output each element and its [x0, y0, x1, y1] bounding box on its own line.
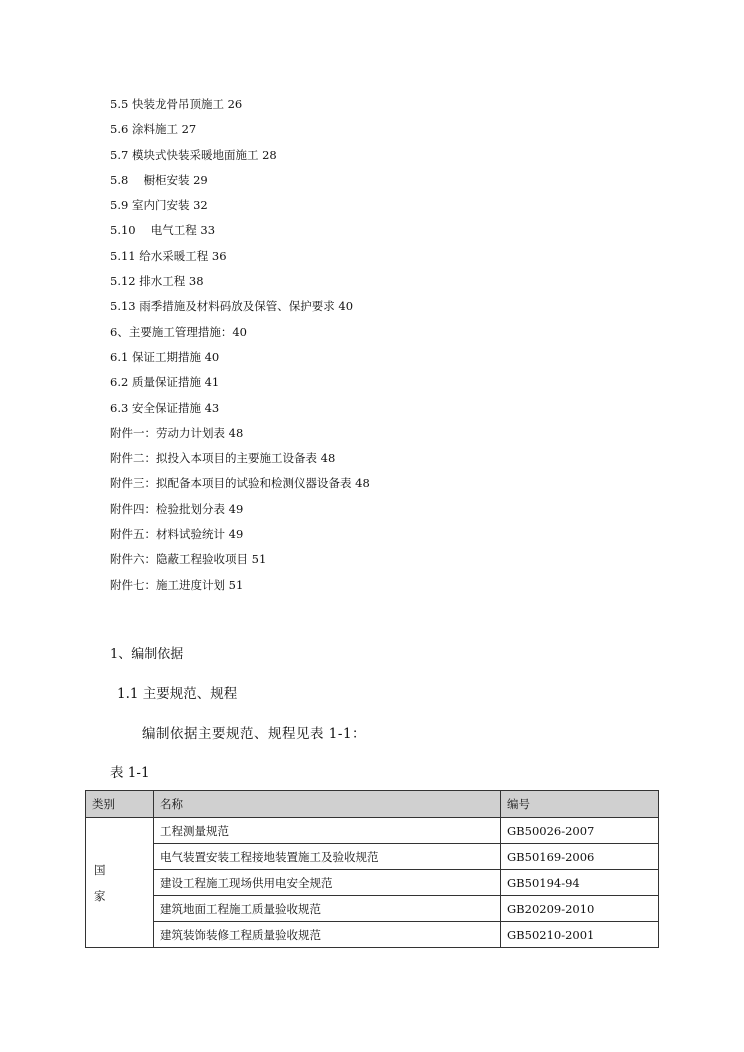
table-caption: 表 1-1	[110, 765, 150, 781]
standard-name: 建设工程施工现场供用电安全规范	[154, 870, 501, 896]
standard-code: GB50026-2007	[501, 818, 659, 844]
standard-code: GB20209-2010	[501, 896, 659, 922]
table-row	[86, 896, 659, 922]
table-row	[86, 818, 659, 844]
section-subheading: 1.1 主要规范、规程	[117, 686, 238, 702]
toc-entry: 5.6 涂料施工 27	[110, 122, 197, 137]
standard-name: 电气装置安装工程接地装置施工及验收规范	[154, 844, 501, 870]
toc-entry: 5.5 快装龙骨吊顶施工 26	[110, 97, 243, 111]
standard-code: GB50194-94	[501, 870, 659, 896]
standard-code: GB50169-2006	[501, 844, 659, 870]
toc-entry: 附件七：施工进度计划 51	[110, 577, 244, 592]
table-row	[86, 922, 659, 948]
standard-name: 工程测量规范	[154, 818, 501, 844]
table-row	[86, 844, 659, 870]
standard-name: 建筑装饰装修工程质量验收规范	[154, 922, 501, 948]
toc-entry: 附件二：拟投入本项目的主要施工设备表 48	[110, 451, 336, 466]
toc-entry: 5.8 橱柜安装 29	[110, 172, 208, 187]
body-paragraph: 编制依据主要规范、规程见表 1-1：	[142, 726, 367, 742]
toc-entry: 附件四：检验批划分表 49	[110, 501, 244, 516]
toc-entry: 5.11 给水采暖工程 36	[110, 248, 227, 263]
column-header-code: 编号	[501, 791, 659, 818]
standard-code: GB50210-2001	[501, 922, 659, 948]
column-header-name: 名称	[154, 791, 501, 818]
toc-entry: 5.12 排水工程 38	[110, 274, 204, 289]
standards-table	[85, 790, 659, 948]
toc-entry: 5.9 室内门安装 32	[110, 198, 208, 213]
toc-entry: 附件三：拟配备本项目的试验和检测仪器设备表 48	[110, 476, 370, 491]
standard-name: 建筑地面工程施工质量验收规范	[154, 896, 501, 922]
column-header-category: 类别	[86, 791, 154, 818]
table-header-row	[86, 791, 659, 818]
toc-entry: 5.7 模块式快装采暖地面施工 28	[110, 147, 277, 162]
category-char: 家	[94, 888, 106, 903]
toc-entry: 5.10 电气工程 33	[110, 223, 216, 238]
category-char: 国	[94, 862, 106, 877]
toc-entry: 附件六：隐蔽工程验收项目 51	[110, 552, 267, 567]
toc-entry: 5.13 雨季措施及材料码放及保管、保护要求 40	[110, 299, 354, 314]
toc-entry: 6、主要施工管理措施：40	[110, 324, 247, 339]
toc-entry: 6.3 安全保证措施 43	[110, 400, 220, 415]
toc-entry: 6.2 质量保证措施 41	[110, 375, 220, 390]
category-cell	[86, 818, 154, 948]
toc-entry: 6.1 保证工期措施 40	[110, 349, 220, 364]
table-row	[86, 870, 659, 896]
toc-entry: 附件五：材料试验统计 49	[110, 527, 244, 542]
table-of-contents	[110, 92, 370, 598]
toc-entry: 附件一：劳动力计划表 48	[110, 425, 244, 440]
section-heading: 1、编制依据	[110, 647, 184, 662]
